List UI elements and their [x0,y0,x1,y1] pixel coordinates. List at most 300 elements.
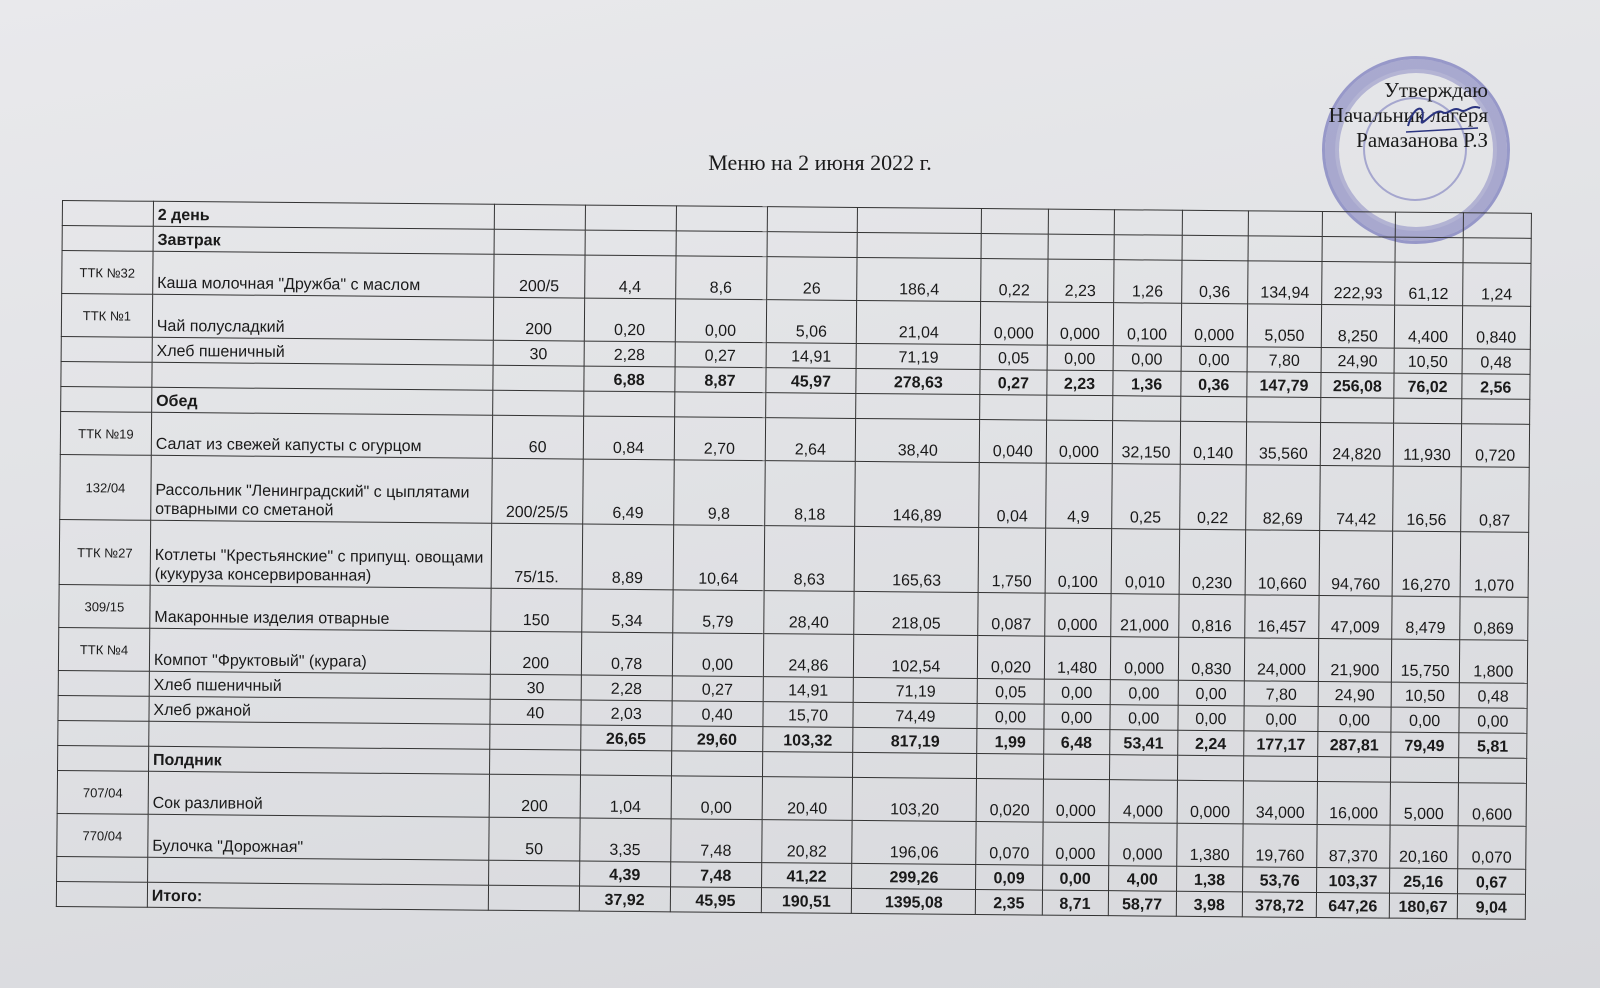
nutrient-value: 47,009 [1319,595,1392,639]
dish-name: Чай полусладкий [152,294,493,340]
nutrient-value: 5,06 [766,300,857,344]
grand-total-value: 1395,08 [852,888,976,914]
nutrient-value: 2,70 [674,417,765,461]
nutrient-value: 24,000 [1244,638,1319,682]
nutrient-value: 0,000 [1177,780,1243,824]
nutrient-value: 82,69 [1246,465,1321,531]
nutrient-value: 21,04 [857,300,981,344]
empty-cell [1109,755,1177,781]
dish-name: Булочка "Дорожная" [148,814,489,860]
nutrient-value: 0,48 [1459,683,1527,709]
dish-name: Рассольник "Ленинградский" с цыплятами отварными со сметаной [151,455,492,523]
section-label: 2 день [153,201,494,229]
empty-cell [1318,756,1391,782]
subtotal-value: 4,00 [1108,866,1176,892]
approval-position: Начальник лагеря [1328,103,1488,127]
nutrient-value: 0,830 [1178,637,1244,681]
portion-size: 30 [490,674,581,700]
subtotal-value: 6,48 [1043,729,1109,755]
empty-cell [1182,235,1248,261]
nutrient-value: 0,00 [1110,705,1178,731]
empty-cell [1321,397,1394,423]
nutrient-value: 0,00 [1459,708,1527,734]
subtotal-value: 147,79 [1247,372,1322,398]
nutrient-value: 14,91 [766,343,857,369]
menu-table [56,200,1532,920]
empty-cell [762,752,853,778]
grand-total-value: 58,77 [1108,891,1176,917]
portion-size [488,885,579,911]
empty-cell [1243,756,1318,782]
signature-icon [1404,98,1484,138]
portion-size: 50 [489,817,580,861]
nutrient-value: 0,000 [1108,823,1177,867]
portion-size: 200 [493,297,584,341]
empty-cell [585,230,676,256]
nutrient-value: 0,000 [1044,593,1110,637]
nutrient-value: 0,020 [977,779,1043,823]
empty-cell [857,232,981,258]
subtotal-value: 2,23 [1046,370,1112,396]
portion-size: 150 [491,588,582,632]
code-cell [58,720,149,746]
nutrient-value: 15,750 [1391,639,1460,683]
nutrient-value: 71,19 [856,343,980,369]
dish-name: Котлеты "Крестьянские" с припущ. овощами (кукуруза консервированная) [150,520,491,588]
subtotal-value: 2,24 [1177,730,1243,756]
nutrient-value: 0,00 [1318,706,1391,732]
nutrient-value: 0,00 [672,633,763,677]
nutrient-value: 10,50 [1391,682,1459,708]
nutrient-value: 32,150 [1112,421,1181,465]
grand-total-value: 8,71 [1042,890,1108,916]
empty-cell [676,231,767,257]
nutrient-value: 2,23 [1047,259,1113,303]
nutrient-value: 2,64 [765,418,856,462]
nutrient-value: 11,930 [1393,423,1462,467]
nutrient-value: 0,00 [671,776,762,820]
nutrient-value: 10,660 [1245,530,1320,596]
portion-size: 60 [492,415,583,459]
dish-name: Хлеб пшеничный [149,671,490,699]
nutrient-value: 0,27 [672,676,763,702]
approval-label: Утверждаю [1384,78,1488,102]
nutrient-value: 35,560 [1246,422,1321,466]
nutrient-value: 4,9 [1045,463,1112,529]
code-cell [56,881,147,907]
recipe-code: 770/04 [57,813,148,857]
empty-cell [674,392,765,418]
nutrient-value: 0,000 [981,302,1047,346]
nutrient-value: 0,00 [1181,346,1247,372]
nutrient-value: 0,600 [1458,783,1527,827]
nutrient-value: 4,4 [584,255,675,299]
empty-cell [1248,236,1323,262]
subtotal-value: 299,26 [852,863,976,889]
nutrient-value: 0,000 [1110,637,1179,681]
subtotal-value: 45,97 [765,368,856,394]
nutrient-value: 1,380 [1177,823,1243,867]
empty-cell [1048,209,1114,235]
nutrient-value: 16,000 [1317,781,1390,825]
dish-name [147,857,488,885]
nutrient-value: 9,8 [673,460,764,526]
portion-size: 200 [489,774,580,818]
grand-total-value: 647,26 [1317,892,1390,918]
nutrient-value: 0,00 [1047,345,1113,371]
subtotal-value: 817,19 [853,727,977,753]
code-cell [57,856,148,882]
empty-cell [1048,234,1114,260]
nutrient-value: 2,28 [584,341,675,367]
empty-cell [489,749,580,775]
nutrient-value: 186,4 [857,257,981,301]
nutrient-value: 0,000 [1043,779,1109,823]
nutrient-value: 6,49 [582,459,673,525]
empty-cell [1114,235,1182,261]
recipe-code: 132/04 [60,454,151,520]
dish-name [152,362,493,390]
empty-cell [585,205,676,231]
nutrient-value: 0,25 [1111,464,1180,530]
nutrient-value: 1,750 [979,528,1046,594]
nutrient-value: 20,82 [761,820,852,864]
nutrient-value: 28,40 [763,591,854,635]
portion-size: 200/5 [493,254,584,298]
nutrient-value: 0,05 [978,679,1044,705]
portion-size: 30 [493,340,584,366]
nutrient-value: 0,070 [1457,826,1526,870]
portion-size: 200 [490,631,581,675]
nutrient-value: 2,03 [581,700,672,726]
code-cell [62,201,153,227]
grand-total-label: Итого: [147,882,488,910]
nutrient-value: 0,00 [1043,704,1109,730]
empty-cell [1322,237,1395,263]
nutrient-value: 0,869 [1459,597,1528,641]
nutrient-value: 196,06 [852,820,976,864]
grand-total-value: 37,92 [579,886,670,912]
empty-cell [1463,238,1531,264]
dish-name [149,721,490,749]
nutrient-value: 5,79 [672,590,763,634]
subtotal-value: 287,81 [1318,731,1391,757]
empty-cell [676,206,767,232]
nutrient-value: 1,24 [1462,263,1531,307]
empty-cell [853,752,977,778]
empty-cell [1043,754,1109,780]
nutrient-value: 7,80 [1244,681,1319,707]
dish-name: Компот "Фруктовый" (курага) [149,628,490,674]
grand-total-value: 3,98 [1176,891,1242,917]
subtotal-value: 256,08 [1321,372,1394,398]
nutrient-value: 0,27 [675,342,766,368]
nutrient-value: 94,760 [1319,530,1392,596]
nutrient-value: 21,900 [1319,638,1392,682]
nutrient-value: 24,90 [1321,347,1394,373]
subtotal-value: 0,36 [1181,371,1247,397]
nutrient-value: 0,22 [981,259,1047,303]
code-cell [58,745,149,771]
empty-cell [765,393,856,419]
empty-cell [671,751,762,777]
nutrient-value: 19,760 [1243,824,1318,868]
nutrient-value: 10,64 [673,525,764,591]
nutrient-value: 0,087 [978,593,1044,637]
nutrient-value: 0,00 [675,299,766,343]
dish-name: Макаронные изделия отварные [150,585,491,631]
menu-table-body [56,201,1531,920]
subtotal-value: 8,87 [674,367,765,393]
approval-name: Рамазанова Р.З [1356,128,1488,152]
nutrient-value: 0,84 [583,416,674,460]
nutrient-value: 165,63 [855,526,980,592]
nutrient-value: 0,78 [581,632,672,676]
subtotal-value: 7,48 [670,862,761,888]
recipe-code [61,336,152,362]
nutrient-value: 0,20 [584,298,675,342]
dish-name: Хлеб ржаной [149,696,490,724]
code-cell [61,361,152,387]
nutrient-value: 0,140 [1180,421,1246,465]
subtotal-value: 103,37 [1317,867,1390,893]
nutrient-value: 0,000 [1047,302,1113,346]
nutrient-value: 0,36 [1181,260,1247,304]
nutrient-value: 0,100 [1045,528,1112,594]
subtotal-value: 79,49 [1390,732,1458,758]
empty-cell [1393,398,1461,424]
nutrient-value: 8,63 [764,526,855,592]
nutrient-value: 0,010 [1111,529,1180,595]
empty-cell [980,395,1046,421]
empty-cell [1246,397,1321,423]
nutrient-value: 0,000 [1042,822,1108,866]
recipe-code [58,695,149,721]
nutrient-value: 16,457 [1245,595,1320,639]
nutrient-value: 0,22 [1179,464,1246,530]
nutrient-value: 0,87 [1460,467,1529,533]
nutrient-value: 20,40 [762,777,853,821]
nutrient-value: 4,400 [1394,305,1463,349]
grand-total-value: 180,67 [1389,893,1457,919]
subtotal-value: 5,81 [1458,733,1526,759]
subtotal-value: 4,39 [579,861,670,887]
portion-size: 75/15. [491,523,582,589]
empty-cell [1395,237,1463,263]
subtotal-value: 1,38 [1176,866,1242,892]
nutrient-value: 8,479 [1391,596,1460,640]
subtotal-value: 6,88 [584,366,675,392]
nutrient-value: 0,100 [1113,303,1182,347]
empty-cell [494,204,585,230]
empty-cell [1322,212,1395,238]
subtotal-value: 41,22 [761,863,852,889]
subtotal-value: 1,99 [977,729,1043,755]
empty-cell [981,234,1047,260]
nutrient-value: 26 [766,257,857,301]
empty-cell [977,754,1043,780]
empty-cell [492,390,583,416]
nutrient-value: 21,000 [1110,594,1179,638]
subtotal-value: 0,00 [1042,865,1108,891]
nutrient-value: 24,86 [763,634,854,678]
nutrient-value: 7,48 [670,819,761,863]
empty-cell [1112,396,1180,422]
empty-cell [580,750,671,776]
nutrient-value: 38,40 [856,418,980,462]
nutrient-value: 5,34 [581,589,672,633]
nutrient-value: 0,00 [1113,346,1181,372]
empty-cell [1046,395,1112,421]
subtotal-value: 278,63 [856,368,980,394]
nutrient-value: 1,800 [1459,640,1528,684]
nutrient-value: 0,000 [1181,303,1247,347]
empty-cell [1463,213,1531,239]
nutrient-value: 0,040 [980,420,1046,464]
nutrient-value: 16,56 [1392,466,1461,532]
empty-cell [1248,211,1323,237]
subtotal-value: 0,27 [980,370,1046,396]
empty-cell [1458,758,1526,784]
code-cell [62,226,153,252]
nutrient-value: 1,480 [1044,636,1110,680]
recipe-code [58,670,149,696]
empty-cell [494,229,585,255]
recipe-code: ТТК №4 [58,627,149,671]
grand-total-value: 378,72 [1242,892,1317,918]
nutrient-value: 1,26 [1113,260,1182,304]
empty-cell [1461,399,1529,425]
subtotal-value: 2,56 [1462,374,1530,400]
nutrient-value: 0,04 [979,463,1046,529]
recipe-code: ТТК №32 [62,251,153,295]
dish-name: Сок разливной [148,771,489,817]
dish-name: Салат из свежей капусты с огурцом [151,412,492,458]
subtotal-value: 0,09 [976,865,1042,891]
nutrient-value: 1,070 [1460,532,1529,598]
nutrient-value: 0,00 [1044,679,1110,705]
section-label: Обед [152,387,493,415]
nutrient-value: 0,070 [976,822,1042,866]
nutrient-value: 2,28 [581,675,672,701]
nutrient-value: 0,816 [1179,594,1245,638]
nutrient-value: 10,50 [1394,348,1462,374]
nutrient-value: 103,20 [853,777,977,821]
nutrient-value: 0,840 [1462,306,1531,350]
empty-cell [858,207,982,233]
subtotal-value: 177,17 [1244,731,1319,757]
nutrient-value: 1,04 [580,775,671,819]
nutrient-value: 0,00 [1244,706,1319,732]
nutrient-value: 146,89 [855,461,980,527]
nutrient-value: 0,230 [1179,529,1246,595]
subtotal-value: 29,60 [671,726,762,752]
recipe-code: ТТК №1 [61,294,152,338]
empty-cell [982,209,1048,235]
portion-size [490,724,581,750]
empty-cell [1180,396,1246,422]
empty-cell [583,391,674,417]
empty-cell [1182,210,1248,236]
portion-size [488,860,579,886]
recipe-code: 309/15 [59,584,150,628]
subtotal-value: 53,41 [1109,730,1177,756]
nutrient-value: 3,35 [579,818,670,862]
nutrient-value: 0,00 [1110,680,1178,706]
nutrient-value: 61,12 [1394,262,1463,306]
nutrient-value: 24,820 [1320,422,1393,466]
portion-size [493,365,584,391]
recipe-code: 707/04 [57,770,148,814]
nutrient-value: 218,05 [854,591,978,635]
recipe-code: ТТК №27 [59,519,150,585]
section-label: Полдник [148,746,489,774]
nutrient-value: 15,70 [762,702,853,728]
portion-size: 200/25/5 [492,458,583,524]
nutrient-value: 0,000 [1046,420,1112,464]
dish-name: Каша молочная "Дружба" с маслом [153,251,494,297]
nutrient-value: 74,42 [1320,465,1393,531]
nutrient-value: 74,49 [853,702,977,728]
dish-name: Хлеб пшеничный [152,337,493,365]
nutrient-value: 222,93 [1322,262,1395,306]
nutrient-value: 0,00 [977,704,1043,730]
nutrient-value: 0,40 [672,701,763,727]
nutrient-value: 134,94 [1248,261,1323,305]
nutrient-value: 8,250 [1322,304,1395,348]
nutrient-value: 8,6 [675,256,766,300]
empty-cell [856,393,980,419]
portion-size: 40 [490,699,581,725]
empty-cell [1395,212,1463,238]
subtotal-value: 103,32 [762,727,853,753]
nutrient-value: 71,19 [854,677,978,703]
nutrient-value: 0,00 [1178,680,1244,706]
nutrient-value: 102,54 [854,634,978,678]
subtotal-value: 1,36 [1112,371,1180,397]
subtotal-value: 76,02 [1393,373,1461,399]
nutrient-value: 0,020 [978,636,1044,680]
grand-total-value: 45,95 [670,887,761,913]
grand-total-value: 190,51 [761,888,852,914]
subtotal-value: 53,76 [1242,867,1317,893]
subtotal-value: 0,67 [1457,869,1525,895]
empty-cell [1390,757,1458,783]
nutrient-value: 0,05 [980,345,1046,371]
grand-total-value: 9,04 [1457,894,1525,920]
empty-cell [767,232,858,258]
nutrient-value: 5,000 [1390,782,1459,826]
nutrient-value: 16,270 [1392,531,1461,597]
nutrient-value: 20,160 [1389,825,1458,869]
section-label: Завтрак [153,226,494,254]
nutrient-value: 0,00 [1178,705,1244,731]
code-cell [61,386,152,412]
grand-total-value: 2,35 [976,890,1042,916]
empty-cell [1114,210,1182,236]
nutrient-value: 0,00 [1390,707,1458,733]
nutrient-value: 5,050 [1247,304,1322,348]
nutrient-value: 34,000 [1243,781,1318,825]
nutrient-value: 24,90 [1318,681,1391,707]
nutrient-value: 8,89 [582,524,673,590]
nutrient-value: 0,720 [1461,424,1530,468]
empty-cell [1177,755,1243,781]
nutrient-value: 87,370 [1317,824,1390,868]
nutrient-value: 8,18 [764,461,855,527]
nutrient-value: 0,48 [1462,349,1530,375]
empty-cell [767,207,858,233]
